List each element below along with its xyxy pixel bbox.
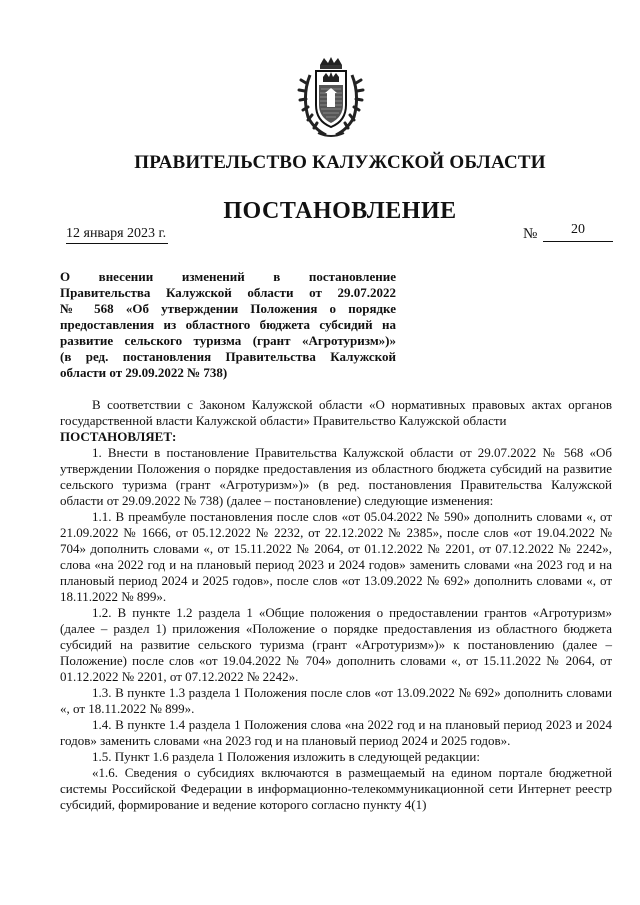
- document-number: 20: [543, 222, 613, 242]
- coat-of-arms-icon: [296, 55, 366, 139]
- organization-title: ПРАВИТЕЛЬСТВО КАЛУЖСКОЙ ОБЛАСТИ: [134, 152, 546, 173]
- decree-word: ПОСТАНОВЛЯЕТ:: [60, 429, 177, 444]
- body-paragraph: 1.1. В преамбуле постановления после слов «от 05.04.2022 № 590» дополнить словами «, от 21.09.2022 № 1666, от 05.12.2022 № 2232, от 22.12.2022 № 2385», после слов «от 19.04.2022 № 704» дополнить словами «, от 15.11.2022 № 2064, от 01.12.2022 № 2201, от 07.12.2022 № 2242», слова «на 2022 год и на плановый период 2023 и 2024 годов» заменить словами «на 2023 год и на плановый период 2024 и 2025 годов», после слов «от 13.09.2022 № 692» дополнить словами «, от 18.11.2022 № 899».: [60, 509, 612, 604]
- subject-line: О внесении изменений в постановление: [60, 269, 396, 284]
- subject-line: развитие сельского туризма (грант «Агротуризм»)»: [60, 333, 396, 348]
- document-number-label: №: [523, 226, 538, 242]
- subject-line: № 568 «Об утверждении Положения о порядке: [60, 301, 396, 316]
- body-paragraph: «1.6. Сведения о субсидиях включаются в размещаемый на едином портале бюджетной системы Российской Федерации в информационно-телекоммуникационной сети Интернет реестр субсидий, формирование и ведение которого согласно пункту 4(1): [60, 765, 612, 812]
- document-type-title: ПОСТАНОВЛЕНИЕ: [223, 198, 457, 224]
- body-paragraph: 1.3. В пункте 1.3 раздела 1 Положения после слов «от 13.09.2022 № 692» дополнить словами «, от 18.11.2022 № 899».: [60, 685, 612, 716]
- subject-line: (в ред. постановления Правительства Калужской: [60, 349, 396, 364]
- body-paragraph: 1.4. В пункте 1.4 раздела 1 Положения слова «на 2022 год и на плановый период 2023 и 2024 годов» заменить словами «на 2023 год и на плановый период 2024 и 2025 годов».: [60, 717, 612, 748]
- document-date: 12 января 2023 г.: [66, 226, 168, 244]
- document-body: [60, 397, 612, 813]
- body-paragraph: 1.2. В пункте 1.2 раздела 1 «Общие положения о предоставлении грантов «Агротуризм» (далее – раздел 1) приложения «Положение о порядке предоставления из областного бюджета субсидий на развитие сельского туризма (грант «Агротуризм»)» к постановлению (далее – Положение) после слов «от 19.04.2022 № 704» дополнить словами «, от 15.11.2022 № 2064, от 01.12.2022 № 2201, от 07.12.2022 № 2242».: [60, 605, 612, 684]
- subject-line: Правительства Калужской области от 29.07.2022: [60, 285, 396, 300]
- body-paragraph: 1. Внести в постановление Правительства Калужской области от 29.07.2022 № 568 «Об утверждении Положения о порядке предоставления из областного бюджета субсидий на развитие сельского туризма (грант «Агротуризм»)» (в ред. постановления Правительства Калужской области от 29.09.2022 № 738) (далее – постановление) следующие изменения:: [60, 445, 612, 508]
- subject-line: предоставления из областного бюджета субсидий на: [60, 317, 396, 332]
- body-paragraph: 1.5. Пункт 1.6 раздела 1 Положения изложить в следующей редакции:: [92, 749, 480, 764]
- subject-line: области от 29.09.2022 № 738): [60, 365, 228, 380]
- preamble-paragraph: В соответствии с Законом Калужской области «О нормативных правовых актах органов государственной власти Калужской области» Правительство Калужской области: [60, 397, 612, 428]
- document-subject: [60, 269, 396, 381]
